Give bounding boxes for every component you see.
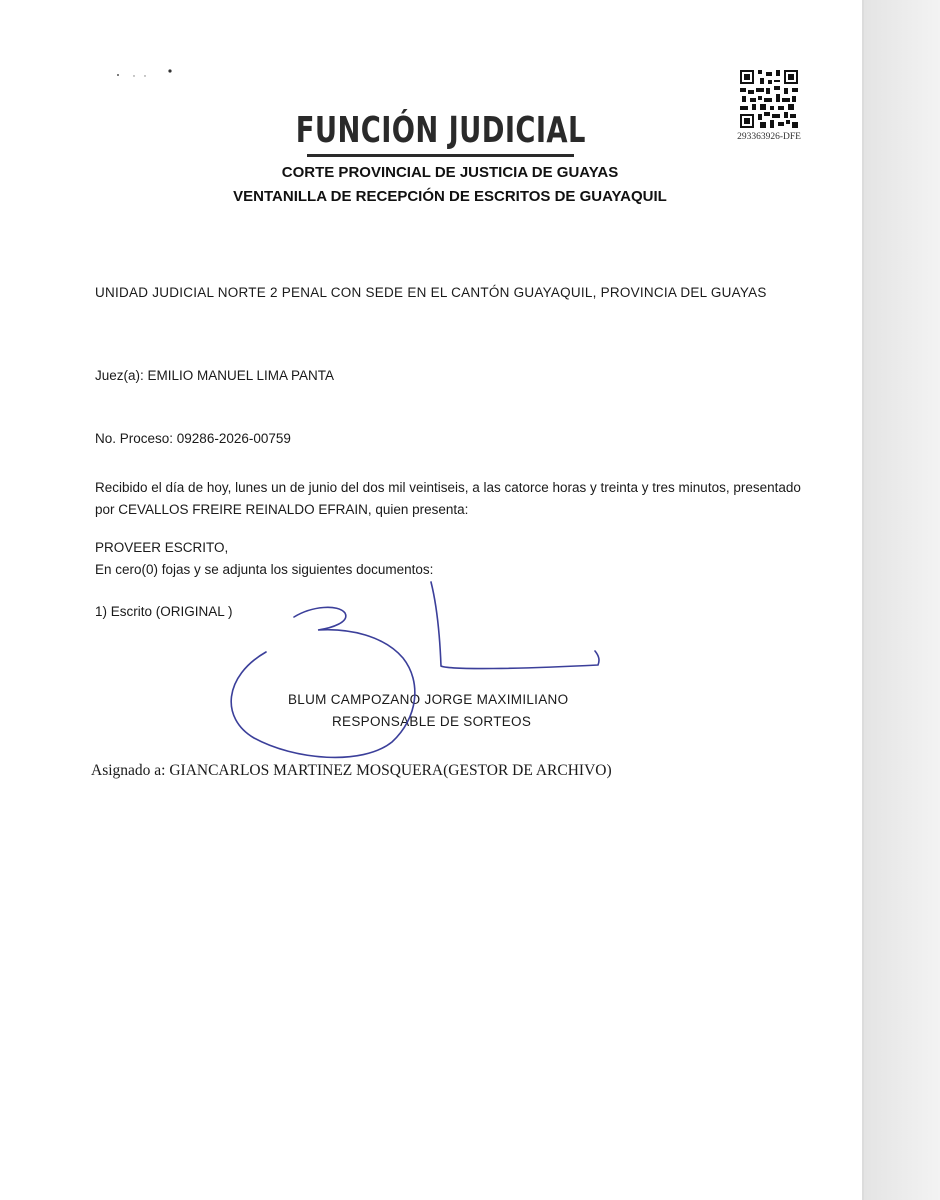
scan-edge [864, 0, 940, 1200]
court-heading: CORTE PROVINCIAL DE JUSTICIA DE GUAYAS [281, 164, 619, 181]
qr-code-number: 293363926-DFE [737, 132, 801, 142]
judicial-unit: UNIDAD JUDICIAL NORTE 2 PENAL CON SEDE EN EL CANTÓN GUAYAQUIL, PROVINCIA DEL GUAYAS [95, 285, 767, 300]
handwritten-signature [220, 570, 620, 770]
funcion-judicial-logo [296, 100, 586, 160]
request-type: PROVEER ESCRITO, [95, 540, 229, 555]
office-heading: VENTANILLA DE RECEPCIÓN DE ESCRITOS DE GUAYAQUIL [233, 188, 667, 205]
judge-line: Juez(a): EMILIO MANUEL LIMA PANTA [95, 368, 335, 383]
received-paragraph: Recibido el día de hoy, lunes un de junio del dos mil veintiseis, a las catorce horas y treinta y tres minutos, presentado por CEVALLOS FREIRE REINALDO EFRAIN, quien presenta: [95, 480, 801, 517]
logo-text: FUNCIÓN JUDICIAL [296, 109, 586, 151]
qr-code-icon [740, 70, 798, 128]
attachments-line: En cero(0) fojas y se adjunta los siguientes documentos: [95, 562, 434, 577]
assigned-to: Asignado a: GIANCARLOS MARTINEZ MOSQUERA(GESTOR DE ARCHIVO) [91, 762, 612, 779]
document-item: 1) Escrito (ORIGINAL ) [95, 604, 233, 619]
scan-specks [112, 66, 182, 82]
signer-role: RESPONSABLE DE SORTEOS [332, 714, 532, 729]
logo-underline [307, 154, 574, 157]
process-number: No. Proceso: 09286-2026-00759 [95, 431, 291, 446]
signer-name: BLUM CAMPOZANO JORGE MAXIMILIANO [288, 692, 569, 707]
